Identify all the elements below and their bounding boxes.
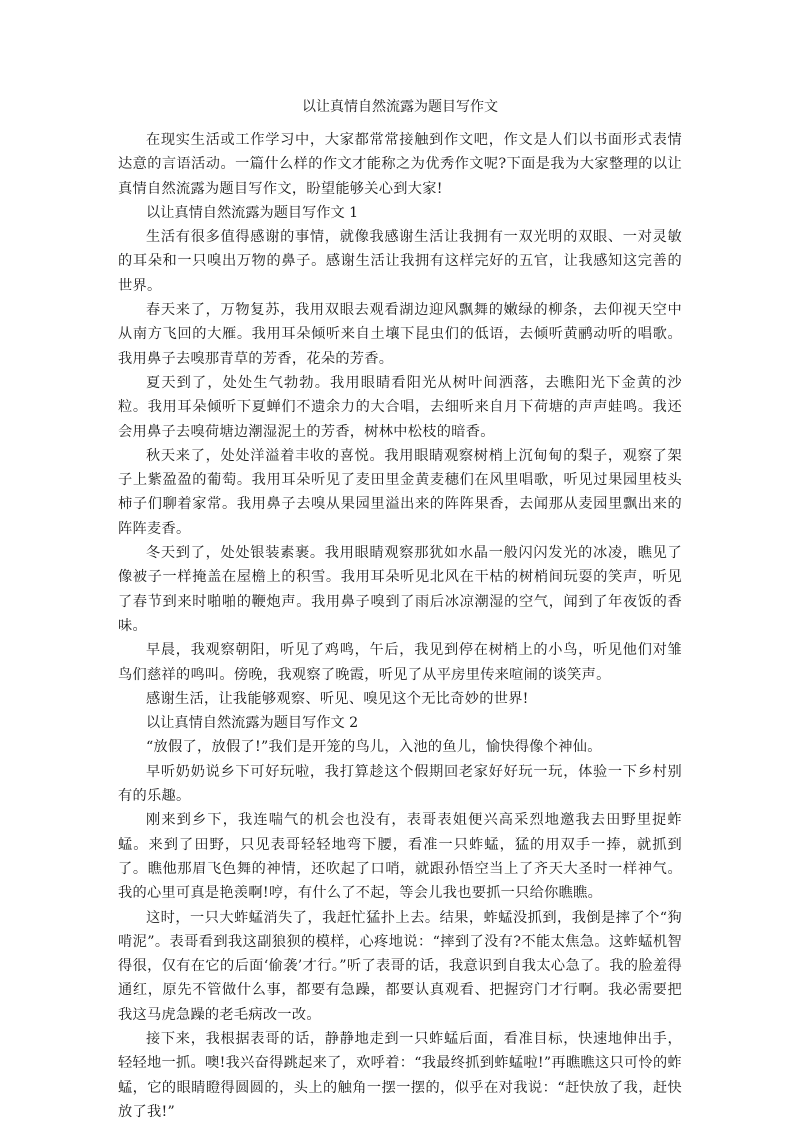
body-paragraph: 这时，一只大蚱蜢消失了，我赶忙猛扑上去。结果，蚱蜢没抓到，我倒是摔了个“狗啃泥”。表哥看到我这副狼狈的模样，心疼地说：“摔到了没有?不能太焦急。这蚱蜢机智得很，仅有在它的后面‘偷袭’才行。”听了表哥的话，我意识到自我太心急了。我的脸羞得通红，原先不管做什么事，都要有急躁，都要认真观看、把握窍门才行啊。我必需要把我这马虎急躁的老毛病改一改。	[118, 909, 682, 1023]
body-paragraph: 接下来，我根据表哥的话，静静地走到一只蚱蜢后面，看准目标，快速地伸出手，轻轻地一抓。噢!我兴奋得跳起来了，欢呼着：“我最终抓到蚱蜢啦!”再瞧瞧这只可怜的蚱蜢，它的眼睛瞪得圆圆的，头上的触角一摆一摆的，似乎在对我说：“赶快放了我，赶快放了我!”	[118, 1030, 682, 1120]
section-heading: 以让真情自然流露为题目写作文 1	[146, 204, 359, 221]
body-paragraph: 在现实生活或工作学习中，大家都常常接触到作文吧，作文是人们以书面形式表情达意的言语活动。一篇什么样的作文才能称之为优秀作文呢?下面是我为大家整理的以让真情自然流露为题目写作文，盼望能够关心到大家!	[118, 132, 682, 197]
body-paragraph: 春天来了，万物复苏，我用双眼去观看湖边迎风飘舞的嫩绿的柳条，去仰视天空中从南方飞回的大雁。我用耳朵倾听来自土壤下昆虫们的低语，去倾听黄鹂动听的唱歌。我用鼻子去嗅那青草的芳香，花朵的芳香。	[118, 302, 682, 367]
body-paragraph: 冬天到了，处处银装素裹。我用眼睛观察那犹如水晶一般闪闪发光的冰凌，瞧见了像被子一样掩盖在屋檐上的积雪。我用耳朵听见北风在干枯的树梢间玩耍的笑声，听见了春节到来时啪啪的鞭炮声。我用鼻子嗅到了雨后冰凉潮湿的空气，闻到了年夜饭的香味。	[118, 545, 682, 634]
body-paragraph: 秋天来了，处处洋溢着丰收的喜悦。我用眼睛观察树梢上沉甸甸的梨子，观察了架子上紫盈盈的葡萄。我用耳朵听见了麦田里金黄麦穗们在风里唱歌，听见过果园里枝头柿子们聊着家常。我用鼻子去嗅从果园里溢出来的阵阵果香，去闻那从麦园里飘出来的阵阵麦香。	[118, 447, 682, 537]
body-paragraph: “放假了，放假了!”我们是开笼的鸟儿，入池的鱼儿，愉快得像个神仙。	[146, 739, 602, 756]
body-paragraph: 早听奶奶说乡下可好玩啦，我打算趁这个假期回老家好好玩一玩，体验一下乡村别有的乐趣。	[118, 763, 682, 805]
document-page	[118, 97, 682, 1124]
document-body	[118, 128, 682, 1124]
section-heading: 以让真情自然流露为题目写作文 2	[146, 715, 359, 732]
body-paragraph: 感谢生活，让我能够观察、听见、嗅见这个无比奇妙的世界!	[146, 690, 529, 707]
body-paragraph: 早晨，我观察朝阳，听见了鸡鸣，午后，我见到停在树梢上的小鸟，听见他们对雏鸟们慈祥的鸣叫。傍晚，我观察了晚霞，听见了从平房里传来喧闹的谈笑声。	[118, 642, 682, 683]
body-paragraph: 生活有很多值得感谢的事情，就像我感谢生活让我拥有一双光明的双眼、一对灵敏的耳朵和一只嗅出万物的鼻子。感谢生活让我拥有这样完好的五官，让我感知这完善的世界。	[118, 229, 682, 294]
document-title: 以让真情自然流露为题目写作文	[302, 99, 498, 115]
body-paragraph: 刚来到乡下，我连喘气的机会也没有，表哥表姐便兴高采烈地邀我去田野里捉蚱蜢。来到了田野，只见表哥轻轻地弯下腰，看准一只蚱蜢，猛的用双手一捧，就抓到了。瞧他那眉飞色舞的神情，还吹起了口哨，就跟孙悟空当上了齐天大圣时一样神气。我的心里可真是艳羡啊!哼，有什么了不起，等会儿我也要抓一只给你瞧瞧。	[118, 812, 682, 902]
body-paragraph: 夏天到了，处处生气勃勃。我用眼睛看阳光从树叶间洒落，去瞧阳光下金黄的沙粒。我用耳朵倾听下夏蝉们不遗余力的大合唱，去细听来自月下荷塘的声声蛙鸣。我还会用鼻子去嗅荷塘边潮湿泥土的芳香，树林中松枝的暗香。	[118, 374, 682, 440]
